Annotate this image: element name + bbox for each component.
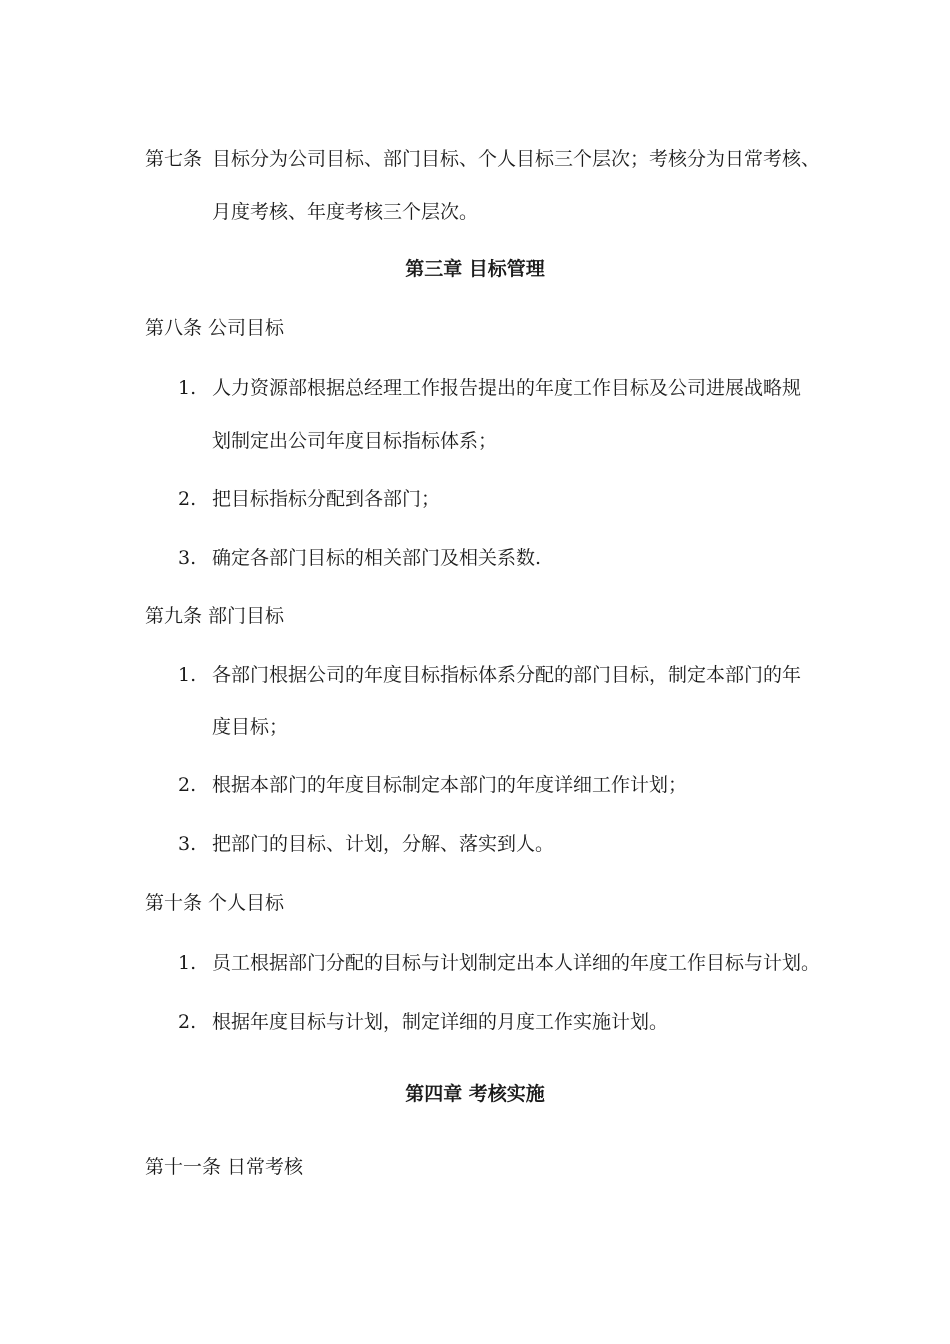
article10-item2-number: 2.: [178, 1011, 197, 1033]
chapter4-title: 第四章 考核实施: [405, 1083, 545, 1105]
article10-item1-line1: 员工根据部门分配的目标与计划制定出本人详细的年度工作目标与计划。: [212, 952, 821, 974]
article10-item1-number: 1.: [178, 952, 197, 974]
article8-item1-line2: 划制定出公司年度目标指标体系；: [212, 430, 498, 452]
article10-item2-line1: 根据年度目标与计划，制定详细的月度工作实施计划。: [212, 1011, 669, 1033]
article8-heading: 第八条 公司目标: [145, 317, 285, 339]
article8-item1-line1: 人力资源部根据总经理工作报告提出的年度工作目标及公司进展战略规: [212, 377, 802, 399]
article9-heading: 第九条 部门目标: [145, 605, 285, 627]
article8-item1-number: 1.: [178, 377, 197, 399]
article10-heading: 第十条 个人目标: [145, 892, 285, 914]
article8-item3-number: 3.: [178, 547, 197, 569]
article9-item3-line1: 把部门的目标、计划，分解、落实到人。: [212, 833, 555, 855]
article8-item2-line1: 把目标指标分配到各部门；: [212, 488, 441, 510]
article9-item2-number: 2.: [178, 774, 197, 796]
article7-text-line1: 目标分为公司目标、部门目标、个人目标三个层次；考核分为日常考核、: [212, 148, 821, 170]
article9-item1-number: 1.: [178, 664, 197, 686]
article9-item3-number: 3.: [178, 833, 197, 855]
article7-text-line2: 月度考核、年度考核三个层次。: [212, 201, 479, 223]
article9-item1-line2: 度目标；: [212, 716, 289, 738]
article8-item3-line1: 确定各部门目标的相关部门及相关系数.: [212, 547, 542, 569]
article8-item2-number: 2.: [178, 488, 197, 510]
article11-heading: 第十一条 日常考核: [145, 1156, 304, 1178]
chapter3-title: 第三章 目标管理: [405, 258, 545, 280]
article9-item1-line1: 各部门根据公司的年度目标指标体系分配的部门目标，制定本部门的年: [212, 664, 802, 686]
article9-item2-line1: 根据本部门的年度目标制定本部门的年度详细工作计划；: [212, 774, 688, 796]
article7-label: 第七条: [145, 148, 203, 170]
